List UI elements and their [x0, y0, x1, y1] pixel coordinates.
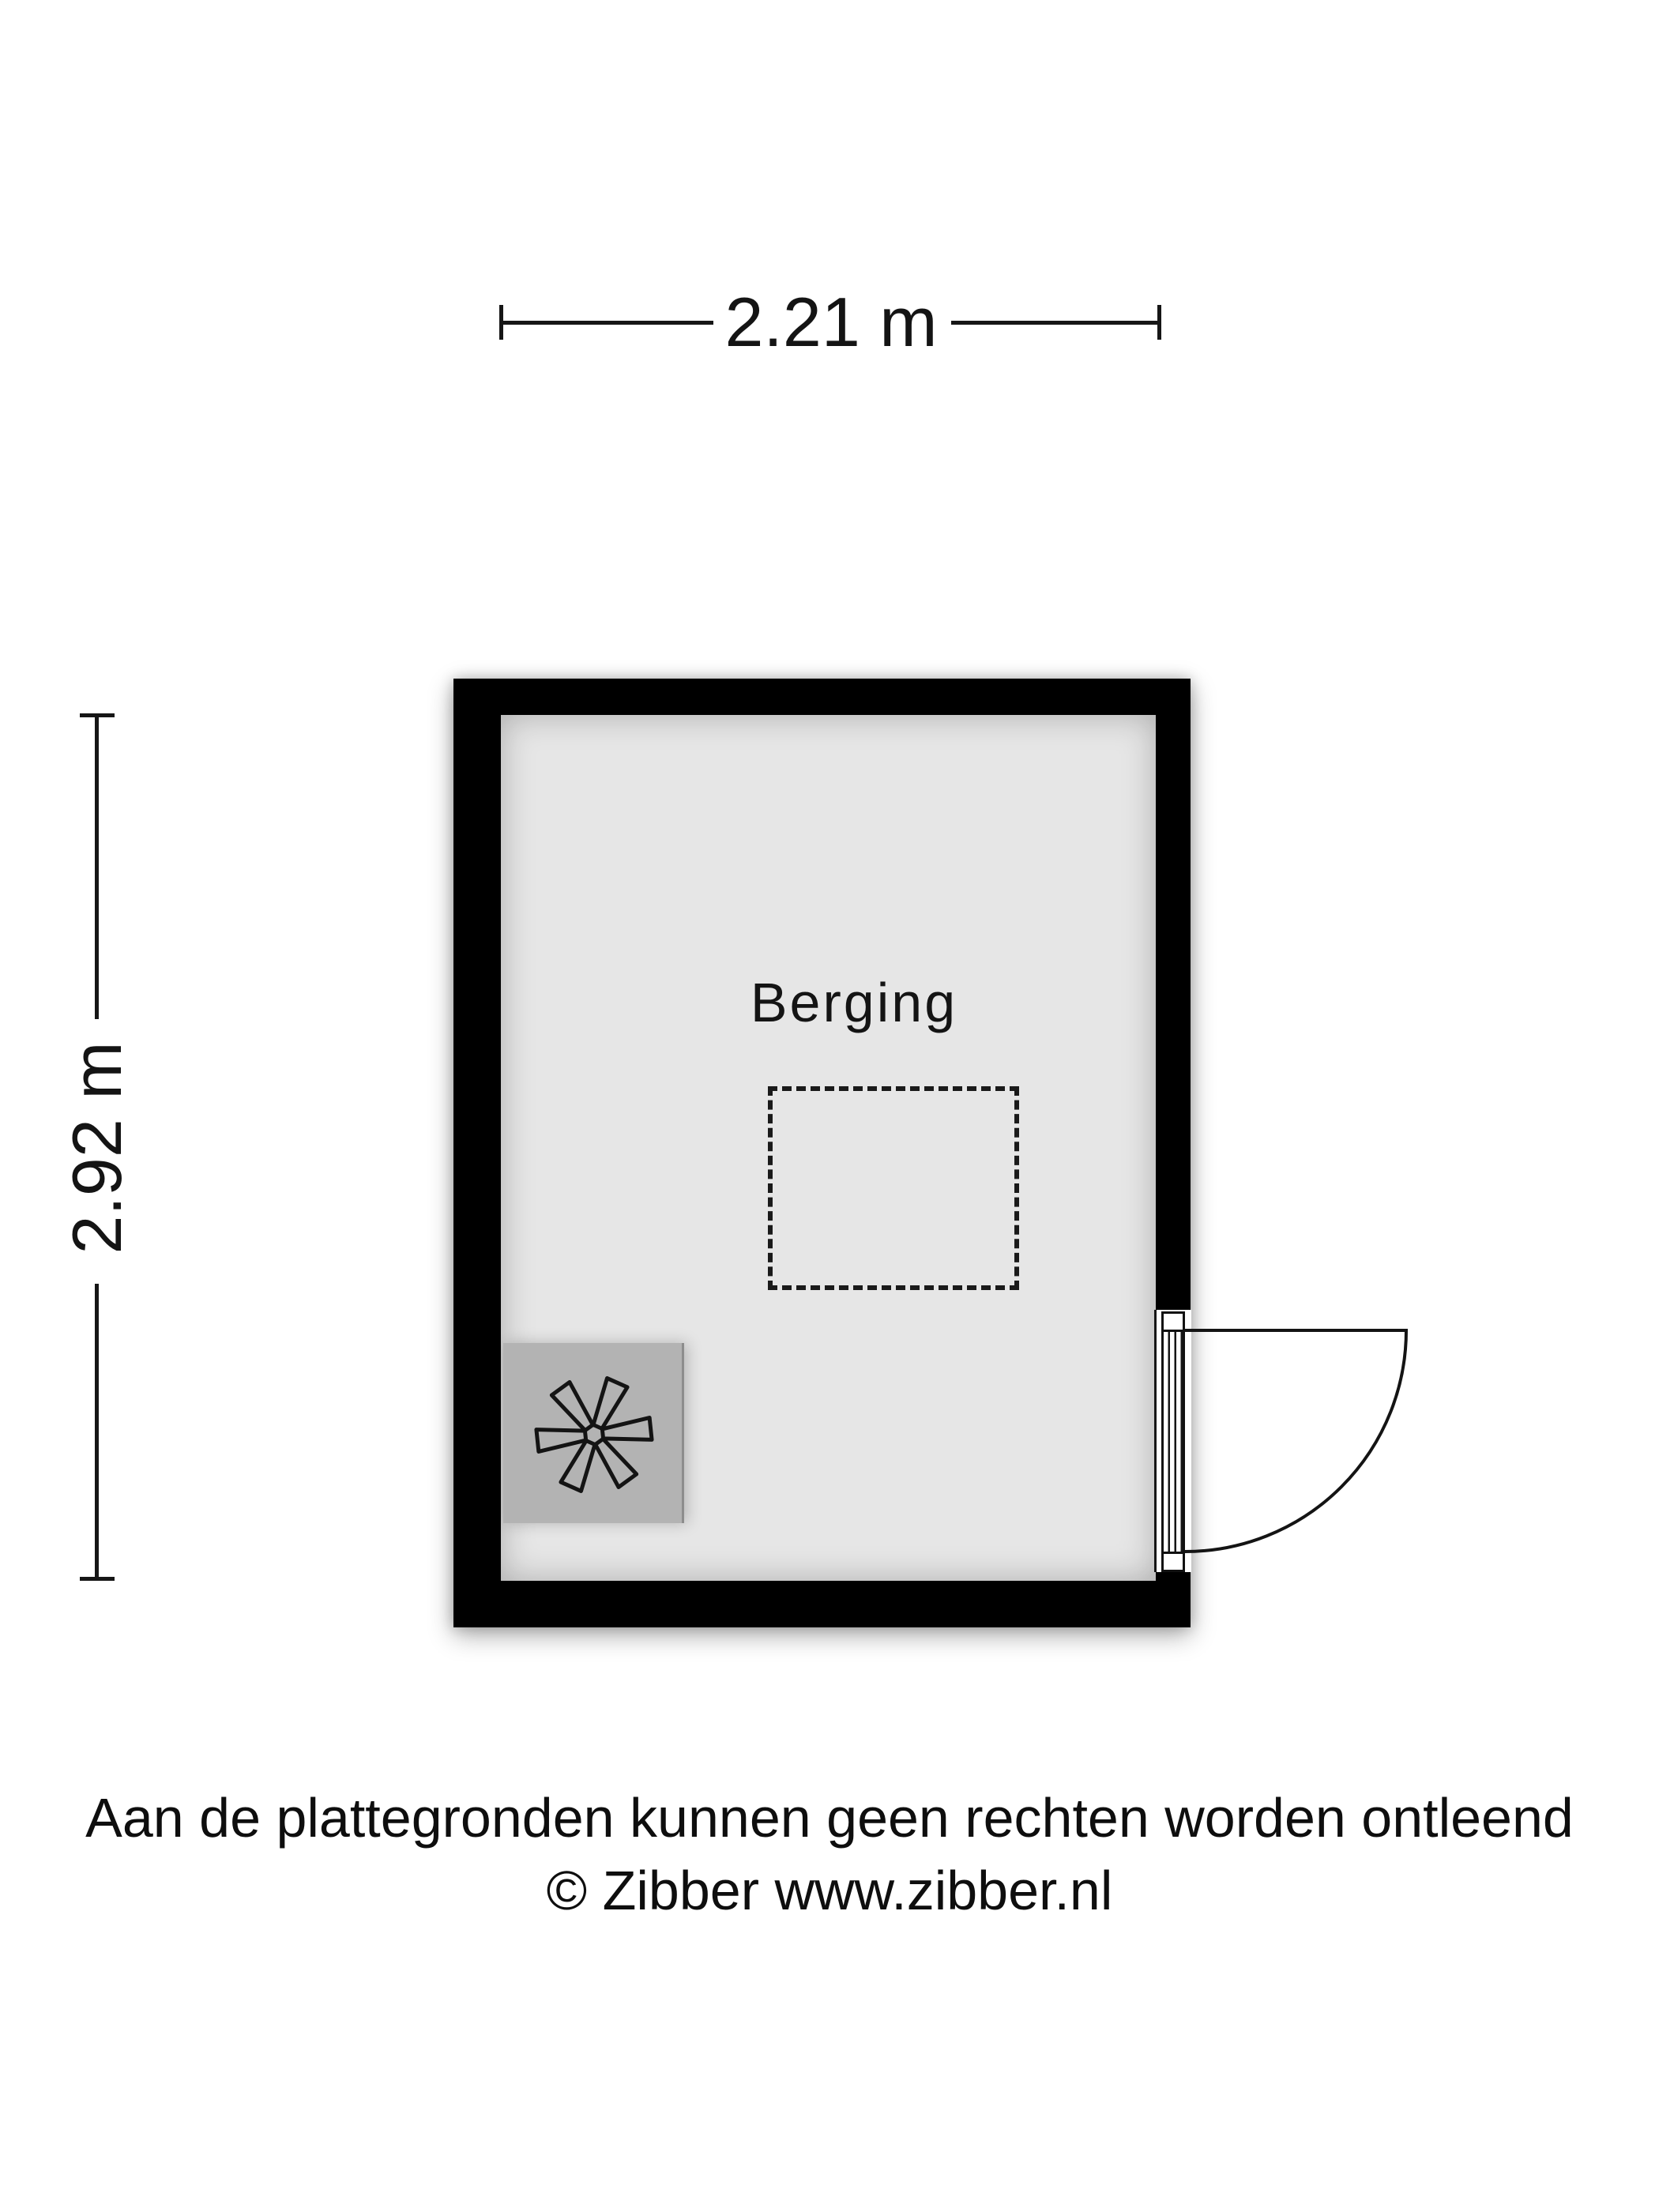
- room-label: Berging: [750, 972, 958, 1033]
- dimension-line: [95, 715, 99, 1019]
- dimension-line: [95, 1284, 99, 1581]
- height-dimension-label: 2.92 m: [58, 1041, 136, 1255]
- dimension-tick: [1157, 305, 1161, 340]
- door-swing-icon: [1169, 1315, 1422, 1567]
- footer: [0, 1781, 1659, 1927]
- dimension-line: [951, 321, 1161, 325]
- ventilation-unit: [503, 1343, 684, 1523]
- copyright-text: © Zibber www.zibber.nl: [546, 1860, 1113, 1921]
- fan-icon: [503, 1343, 682, 1523]
- dimension-tick: [80, 1577, 115, 1581]
- dashed-hatch-outline: [768, 1086, 1019, 1290]
- disclaimer-text: Aan de plattegronden kunnen geen rechten worden ontleend: [85, 1787, 1574, 1849]
- width-dimension-label: 2.21 m: [724, 283, 938, 361]
- dimension-line: [501, 321, 713, 325]
- door-opening-inner-line: [1154, 1310, 1157, 1572]
